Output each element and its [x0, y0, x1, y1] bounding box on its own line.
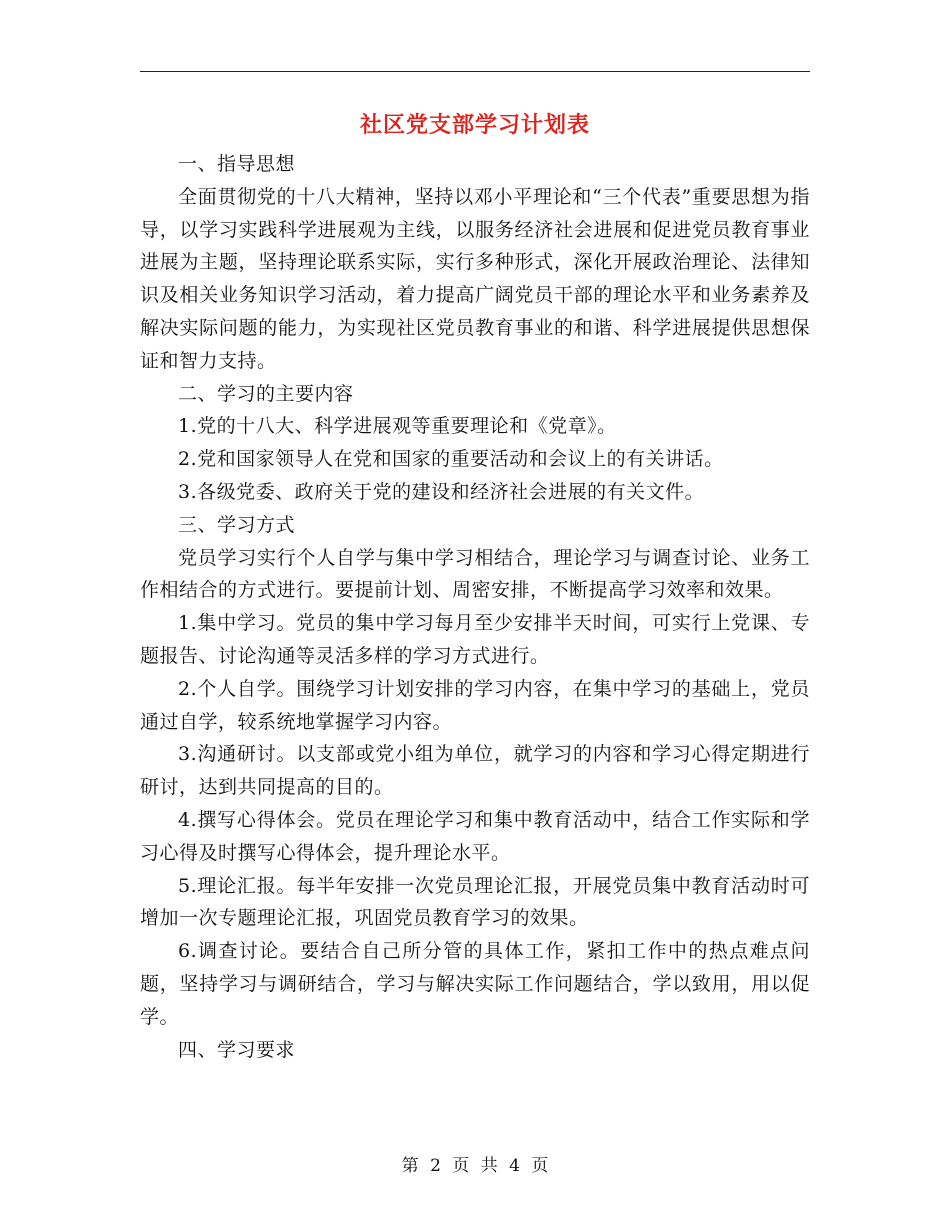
list-item-content-3: 3.各级党委、政府关于党的建设和经济社会进展的有关文件。: [178, 480, 705, 503]
list-item-method-2: 2.个人自学。围绕学习计划安排的学习内容，在集中学习的基础上，党员通过自学，较系统地掌握学习内容。: [140, 677, 810, 733]
list-item-method-6: 6.调查讨论。要结合自己所分管的具体工作，紧扣工作中的热点难点问题，坚持学习与调研结合，学习与解决实际工作问题结合，学以致用，用以促学。: [140, 940, 810, 1028]
section-heading-study-methods: 三、学习方式: [178, 513, 296, 536]
list-item-method-5: 5.理论汇报。每半年安排一次党员理论汇报，开展党员集中教育活动时可增加一次专题理论汇报，巩固党员教育学习的效果。: [140, 874, 810, 930]
section-heading-main-content: 二、学习的主要内容: [178, 382, 354, 405]
page-title: 社区党支部学习计划表: [359, 112, 590, 138]
list-item-method-4: 4.撰写心得体会。党员在理论学习和集中教育活动中，结合工作实际和学习心得及时撰写心得体会，提升理论水平。: [140, 808, 810, 864]
document-body: [140, 148, 810, 1066]
list-item-content-1: 1.党的十八大、科学进展观等重要理论和《党章》。: [178, 415, 617, 438]
section-heading-guiding-ideology: 一、指导思想: [178, 153, 296, 175]
section-heading-study-requirements: 四、学习要求: [178, 1038, 296, 1061]
paragraph-guiding-ideology: 全面贯彻党的十八大精神，坚持以邓小平理论和“三个代表”重要思想为指导，以学习实践科学进展观为主线，以服务经济社会进展和促进党员教育事业进展为主题，坚持理论联系实际，实行多种形式，深化开展政治理论、法律知识及相关业务知识学习活动，着力提高广阔党员干部的理论水平和业务素养及解决实际问题的能力，为实现社区党员教育事业的和谐、科学进展提供思想保证和智力支持。: [140, 185, 810, 372]
header-rule: [140, 71, 810, 72]
list-item-method-1: 1.集中学习。党员的集中学习每月至少安排半天时间，可实行上党课、专题报告、讨论沟通等灵活多样的学习方式进行。: [140, 612, 810, 667]
list-item-method-3: 3.沟通研讨。以支部或党小组为单位，就学习的内容和学习心得定期进行研讨，达到共同提高的目的。: [140, 743, 810, 799]
page-number-footer: 第 2 页 共 4 页: [401, 1156, 549, 1176]
list-item-content-2: 2.党和国家领导人在党和国家的重要活动和会议上的有关讲话。: [178, 448, 724, 471]
paragraph-study-methods: 党员学习实行个人自学与集中学习相结合，理论学习与调查讨论、业务工作相结合的方式进行。要提前计划、周密安排，不断提高学习效率和效果。: [140, 546, 810, 602]
